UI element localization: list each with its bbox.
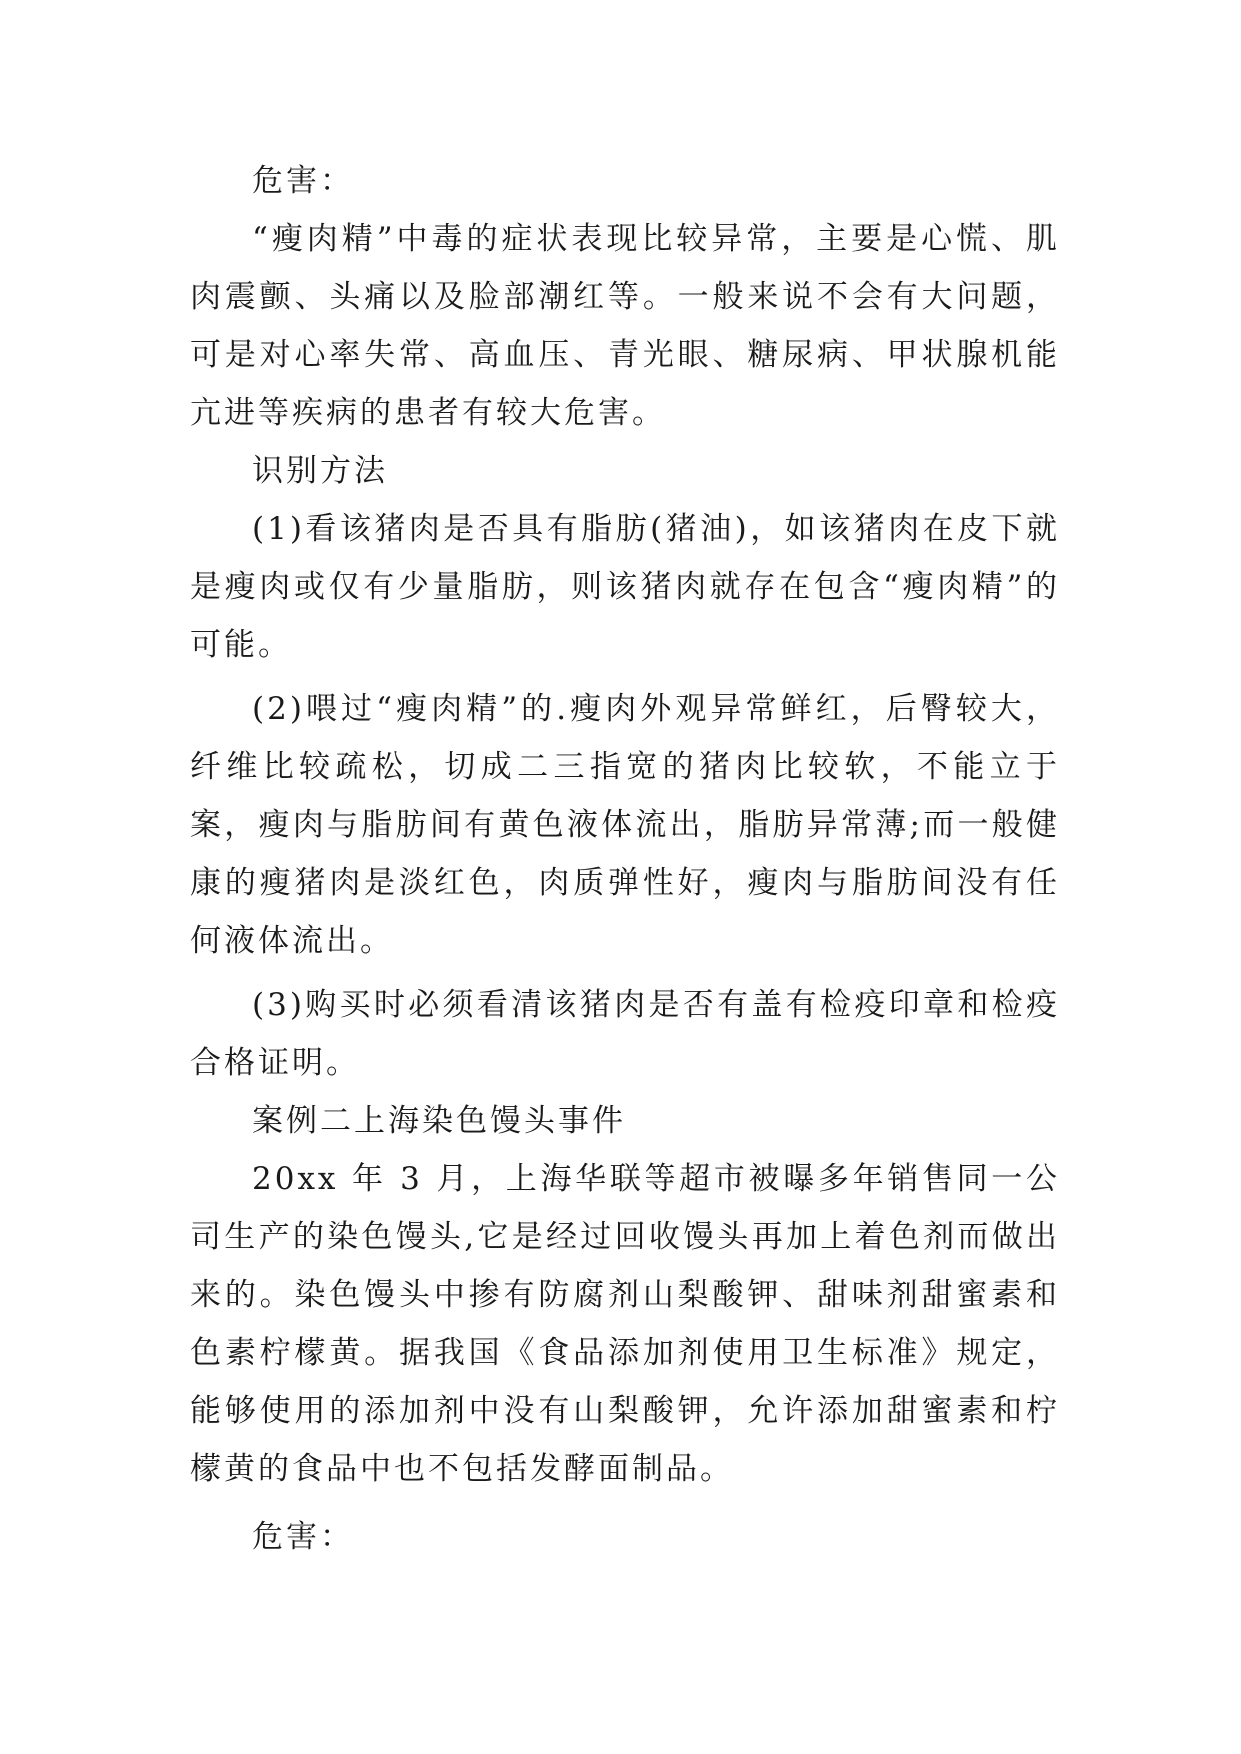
paragraph-clenbuterol-symptoms: “瘦肉精”中毒的症状表现比较异常，主要是心慌、肌肉震颤、头痛以及脸部潮红等。一般来说不会有大问题，可是对心率失常、高血压、青光眼、糖尿病、甲状腺机能亢进等疾病的患者有较大危害。 bbox=[190, 221, 1060, 431]
document-body bbox=[190, 152, 1060, 1566]
paragraph-dyed-buns-event: 20xx 年 3 月，上海华联等超市被曝多年销售同一公司生产的染色馒头,它是经过回收馒头再加上着色剂而做出来的。染色馒头中掺有防腐剂山梨酸钾、甜味剂甜蜜素和色素柠檬黄。据我国《食品添加剂使用卫生标准》规定，能够使用的添加剂中没有山梨酸钾，允许添加甜蜜素和柠檬黄的食品中也不包括发酵面制品。 bbox=[190, 1161, 1060, 1487]
paragraph-method-1: (1)看该猪肉是否具有脂肪(猪油)，如该猪肉在皮下就是瘦肉或仅有少量脂肪，则该猪肉就存在包含“瘦肉精”的可能。 bbox=[190, 511, 1060, 663]
heading-identification-method: 识别方法 bbox=[252, 453, 388, 489]
paragraph-method-2: (2)喂过“瘦肉精”的.瘦肉外观异常鲜红，后臀较大，纤维比较疏松，切成二三指宽的猪肉比较软，不能立于案，瘦肉与脂肪间有黄色液体流出，脂肪异常薄;而一般健康的瘦猪肉是淡红色，肉质弹性好，瘦肉与脂肪间没有任何液体流出。 bbox=[190, 691, 1060, 959]
heading-case-two: 案例二上海染色馒头事件 bbox=[252, 1103, 626, 1139]
heading-hazard-2: 危害： bbox=[252, 1519, 354, 1555]
heading-hazard-1: 危害： bbox=[252, 163, 354, 199]
paragraph-method-3: (3)购买时必须看清该猪肉是否有盖有检疫印章和检疫合格证明。 bbox=[190, 987, 1060, 1081]
